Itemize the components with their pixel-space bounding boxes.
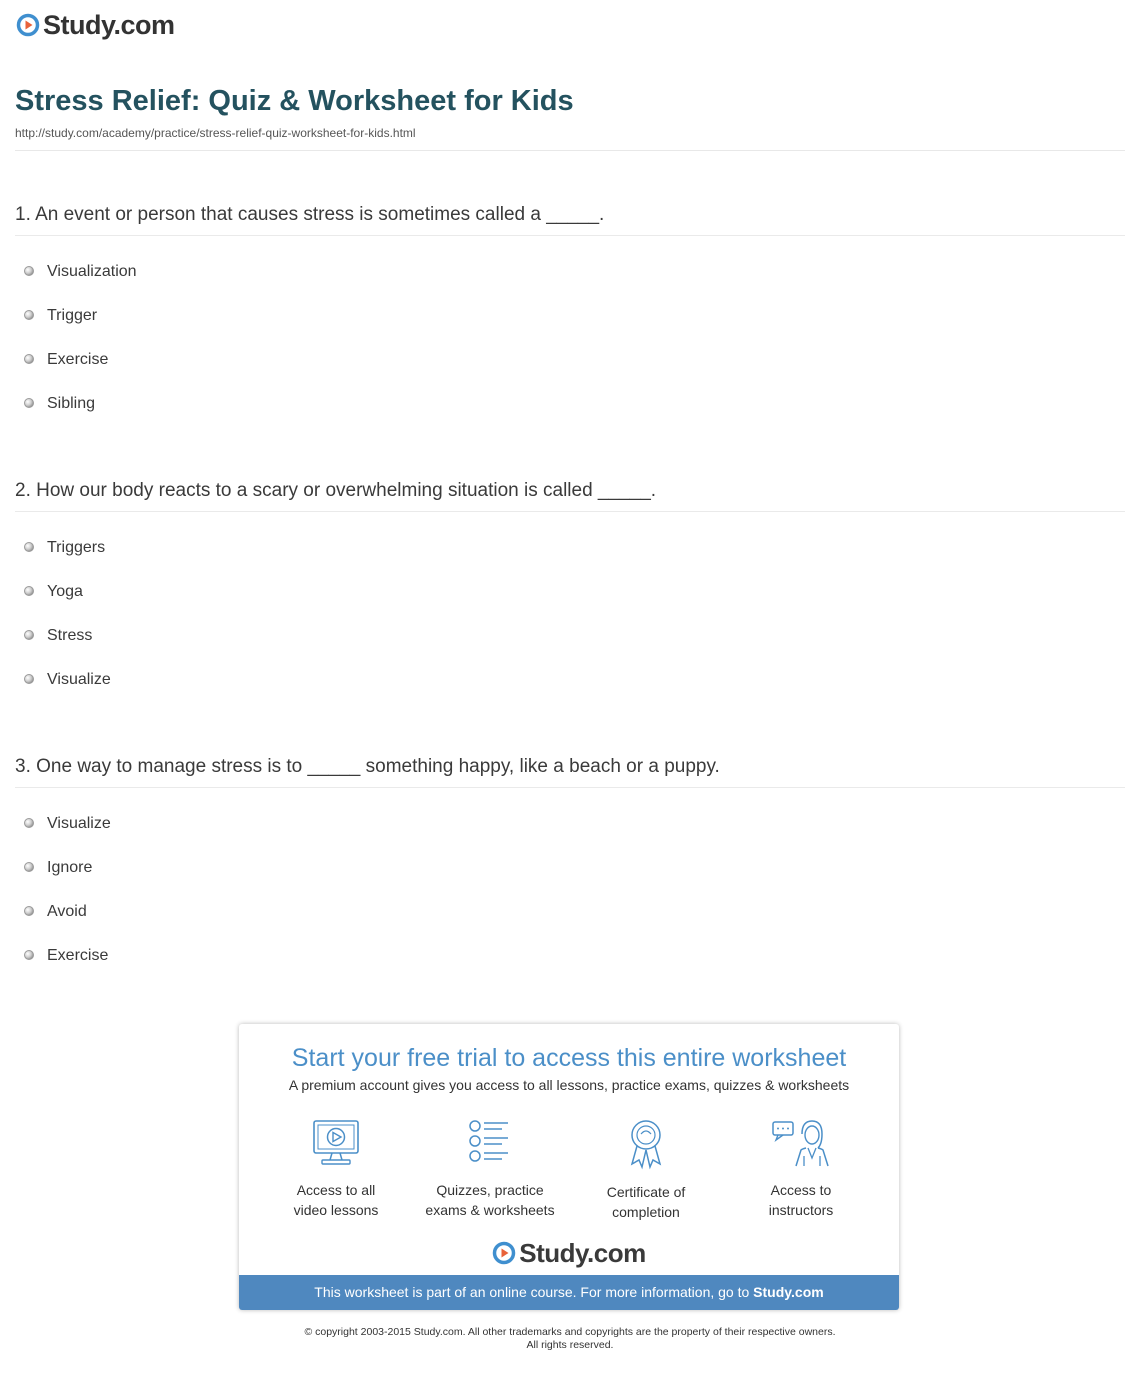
option-label: Visualization bbox=[47, 263, 137, 280]
option-label: Exercise bbox=[47, 351, 109, 368]
answer-option[interactable] bbox=[15, 538, 1125, 582]
quiz-list-icon bbox=[464, 1118, 516, 1168]
option-label: Visualize bbox=[47, 671, 111, 688]
radio-button-icon[interactable] bbox=[24, 674, 34, 684]
answer-option[interactable] bbox=[15, 350, 1125, 394]
question-divider bbox=[15, 235, 1125, 236]
radio-button-icon[interactable] bbox=[24, 950, 34, 960]
radio-button-icon[interactable] bbox=[24, 818, 34, 828]
feature-instructors bbox=[726, 1118, 876, 1220]
answer-option[interactable] bbox=[15, 582, 1125, 626]
feature-label: Access to all video lessons bbox=[293, 1182, 379, 1218]
question-text: 1. An event or person that causes stress is sometimes called a _____. bbox=[15, 204, 605, 225]
radio-button-icon[interactable] bbox=[24, 542, 34, 552]
option-label: Avoid bbox=[47, 903, 87, 920]
option-label: Stress bbox=[47, 627, 93, 644]
answer-option[interactable] bbox=[15, 306, 1125, 350]
question-text: 3. One way to manage stress is to _____ something happy, like a beach or a puppy. bbox=[15, 756, 720, 777]
page-url: http://study.com/academy/practice/stress-relief-quiz-worksheet-for-kids.html bbox=[15, 126, 416, 140]
promo-title[interactable]: Start your free trial to access this entire worksheet bbox=[291, 1044, 847, 1072]
radio-button-icon[interactable] bbox=[24, 630, 34, 640]
radio-button-icon[interactable] bbox=[24, 906, 34, 916]
answer-option[interactable] bbox=[15, 394, 1125, 438]
certificate-ribbon-icon bbox=[620, 1118, 672, 1170]
feature-label: Certificate of completion bbox=[606, 1184, 686, 1220]
promo-footer-bar bbox=[239, 1275, 899, 1310]
option-label: Triggers bbox=[47, 539, 106, 556]
option-label: Visualize bbox=[47, 815, 111, 832]
copyright-notice bbox=[0, 1326, 1140, 1352]
radio-button-icon[interactable] bbox=[24, 266, 34, 276]
header-divider bbox=[15, 150, 1125, 151]
answer-option[interactable] bbox=[15, 814, 1125, 858]
study-logo-icon bbox=[492, 1241, 516, 1265]
answer-option[interactable] bbox=[15, 670, 1125, 714]
radio-button-icon[interactable] bbox=[24, 586, 34, 596]
study-logo[interactable] bbox=[16, 10, 175, 40]
answer-option[interactable] bbox=[15, 946, 1125, 990]
radio-button-icon[interactable] bbox=[24, 310, 34, 320]
logo-text: Study.com bbox=[43, 10, 175, 40]
page-title: Stress Relief: Quiz & Worksheet for Kids bbox=[15, 85, 574, 117]
question-3 bbox=[15, 755, 1125, 990]
feature-label: Access to instructors bbox=[768, 1182, 834, 1218]
option-label: Exercise bbox=[47, 947, 109, 964]
answer-option[interactable] bbox=[15, 626, 1125, 670]
feature-video-lessons bbox=[261, 1118, 411, 1220]
promo-study-logo[interactable] bbox=[239, 1238, 899, 1268]
radio-button-icon[interactable] bbox=[24, 862, 34, 872]
instructor-icon bbox=[770, 1118, 832, 1168]
option-label: Yoga bbox=[47, 583, 83, 600]
option-label: Trigger bbox=[47, 307, 98, 324]
question-1 bbox=[15, 203, 1125, 438]
footer-text: This worksheet is part of an online course. For more information, go to bbox=[314, 1284, 754, 1300]
radio-button-icon[interactable] bbox=[24, 354, 34, 364]
promo-subtitle: A premium account gives you access to all lessons, practice exams, quizzes & worksheets bbox=[288, 1077, 850, 1093]
answer-options bbox=[15, 262, 1125, 438]
study-logo-icon bbox=[16, 13, 40, 37]
option-label: Ignore bbox=[47, 859, 93, 876]
answer-options bbox=[15, 814, 1125, 990]
question-divider bbox=[15, 511, 1125, 512]
feature-certificate bbox=[571, 1118, 721, 1222]
footer-study-link[interactable]: Study.com bbox=[753, 1284, 824, 1300]
rights-line: All rights reserved. bbox=[526, 1339, 614, 1351]
feature-quizzes bbox=[415, 1118, 565, 1220]
answer-options bbox=[15, 538, 1125, 714]
question-text: 2. How our body reacts to a scary or overwhelming situation is called _____. bbox=[15, 480, 657, 501]
option-label: Sibling bbox=[47, 395, 96, 412]
question-2 bbox=[15, 479, 1125, 714]
logo-text: Study.com bbox=[519, 1238, 646, 1268]
video-lesson-icon bbox=[310, 1118, 362, 1168]
answer-option[interactable] bbox=[15, 262, 1125, 306]
question-divider bbox=[15, 787, 1125, 788]
feature-label: Quizzes, practice exams & worksheets bbox=[425, 1182, 555, 1218]
free-trial-promo bbox=[239, 1024, 899, 1310]
answer-option[interactable] bbox=[15, 858, 1125, 902]
answer-option[interactable] bbox=[15, 902, 1125, 946]
radio-button-icon[interactable] bbox=[24, 398, 34, 408]
copyright-line: © copyright 2003-2015 Study.com. All other trademarks and copyrights are the property of their respective owners. bbox=[304, 1326, 836, 1338]
